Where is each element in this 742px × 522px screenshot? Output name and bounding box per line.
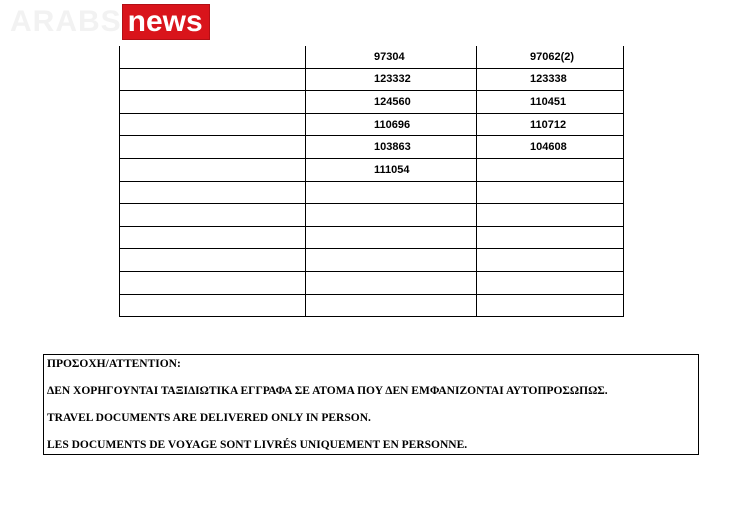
table-cell: [120, 158, 306, 181]
table-row: [120, 91, 624, 114]
table-row: [120, 204, 624, 227]
table-cell: [306, 249, 477, 272]
table-cell: [306, 204, 477, 227]
logo-arabs-text: ARABS: [10, 5, 122, 38]
codes-table: [119, 46, 624, 317]
table-cell: 123338: [477, 68, 624, 91]
table-row: [120, 46, 624, 68]
table-cell: [120, 113, 306, 136]
table-row: [120, 249, 624, 272]
table-cell: [306, 181, 477, 204]
table-cell: [306, 294, 477, 317]
table-cell: [120, 46, 306, 68]
table-cell: 111054: [306, 158, 477, 181]
table-cell: 103863: [306, 136, 477, 159]
table-cell: [477, 158, 624, 181]
notice-heading: ΠΡΟΣΟΧΗ/ATTENTION:: [47, 358, 181, 370]
table-cell: [306, 271, 477, 294]
table-cell: [120, 249, 306, 272]
arabnews-logo: [10, 4, 210, 40]
table-cell: [120, 271, 306, 294]
table-cell: [120, 136, 306, 159]
logo-news-text: news: [122, 4, 210, 40]
notice-english-text: TRAVEL DOCUMENTS ARE DELIVERED ONLY IN PERSON.: [47, 412, 371, 424]
table-cell: 110712: [477, 113, 624, 136]
table-row: [120, 294, 624, 317]
table-cell: [120, 294, 306, 317]
table-row: [120, 68, 624, 91]
table-cell: [477, 226, 624, 249]
table-row: [120, 136, 624, 159]
table-row: [120, 113, 624, 136]
table-cell: [120, 68, 306, 91]
table-cell: 97062(2): [477, 46, 624, 68]
table-cell: [477, 181, 624, 204]
attention-notice-box: [43, 354, 699, 455]
table-cell: [120, 181, 306, 204]
table-cell: 97304: [306, 46, 477, 68]
table-row: [120, 271, 624, 294]
table-cell: [120, 91, 306, 114]
table-cell: [120, 226, 306, 249]
table-cell: 123332: [306, 68, 477, 91]
table-cell: 110696: [306, 113, 477, 136]
table-cell: 104608: [477, 136, 624, 159]
notice-french-text: LES DOCUMENTS DE VOYAGE SONT LIVRÉS UNIQUEMENT EN PERSONNE.: [47, 439, 468, 451]
table-cell: [477, 294, 624, 317]
table-row: [120, 158, 624, 181]
table-row: [120, 226, 624, 249]
table-cell: [477, 271, 624, 294]
table-row: [120, 181, 624, 204]
table-cell: 110451: [477, 91, 624, 114]
notice-greek-text: ΔΕΝ ΧΟΡΗΓΟΥΝΤΑΙ ΤΑΞΙΔΙΩΤΙΚΑ ΕΓΓΡΑΦΑ ΣΕ ΑΤΟΜΑ ΠΟΥ ΔΕΝ ΕΜΦΑΝΙΖΟΝΤΑΙ ΑΥΤΟΠΡΟΣΩΠΩΣ.: [47, 385, 608, 397]
table-cell: 124560: [306, 91, 477, 114]
table-cell: [477, 204, 624, 227]
table-cell: [477, 249, 624, 272]
table-cell: [306, 226, 477, 249]
table-cell: [120, 204, 306, 227]
